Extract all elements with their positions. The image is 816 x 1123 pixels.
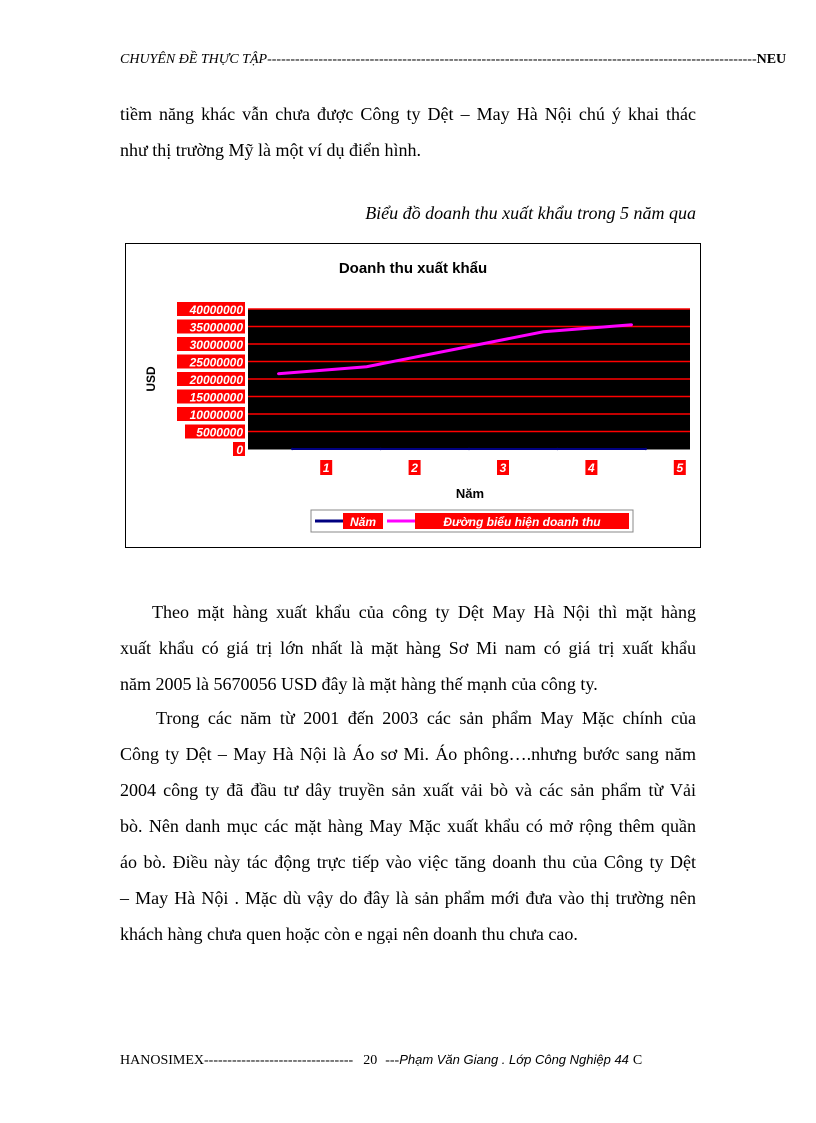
- chart-title: Doanh thu xuất khẩu: [338, 260, 488, 277]
- y-tick-label: 0: [236, 443, 243, 457]
- x-tick-label: 3: [499, 461, 507, 475]
- x-axis-label: Năm: [455, 486, 485, 501]
- text-line: bò. Nên danh mục các mặt hàng May Mặc xuất khẩu có mở rộng thêm quần: [120, 816, 696, 836]
- header-title: CHUYÊN ĐỀ THỰC TẬP: [120, 52, 268, 67]
- x-tick-label: 4: [588, 461, 595, 475]
- data-point: [365, 366, 367, 368]
- x-tick-label: 1: [322, 461, 330, 475]
- data-point: [645, 448, 647, 450]
- x-tick-label: 2: [411, 461, 418, 475]
- paragraph-2: [120, 700, 696, 952]
- text-line: 2004 công ty đã đầu tư dây truyền sản xuất vải bò và các sản phẩm từ Vải: [120, 780, 696, 800]
- legend-label-nam: Năm: [349, 515, 377, 529]
- y-tick-label: 40000000: [189, 303, 243, 317]
- data-point: [542, 331, 544, 333]
- text-line: tiềm năng khác vẫn chưa được Công ty Dệt – May Hà Nội chú ý khai thác: [120, 104, 696, 124]
- text-line: áo bò. Điều này tác động trực tiếp vào việc tăng doanh thu của Công ty Dệt: [120, 852, 696, 872]
- paragraph-1: [120, 594, 696, 702]
- footer-suffix: C: [632, 1053, 643, 1068]
- data-point: [291, 448, 293, 450]
- text-line: Theo mặt hàng xuất khẩu của công ty Dệt May Hà Nội thì mặt hàng: [152, 602, 696, 622]
- text-line: – May Hà Nội . Mặc dù vậy do đây là sản phẩm mới đưa vào thị trường nên: [120, 888, 696, 908]
- text-line: khách hàng chưa quen hoặc còn e ngại nên doanh thu chưa cao.: [120, 924, 578, 944]
- footer-author: Phạm Văn Giang . Lớp Công Nghiệp 44: [399, 1052, 629, 1067]
- data-point: [277, 373, 279, 375]
- text-line: Công ty Dệt – May Hà Nội là Áo sơ Mi. Áo phông….nhưng bước sang năm: [120, 744, 696, 764]
- page-header: [120, 52, 787, 68]
- chart-caption: Biểu đồ doanh thu xuất khẩu trong 5 năm qua: [365, 203, 696, 223]
- chart-container: [125, 243, 701, 548]
- line-chart: [126, 244, 700, 547]
- data-point: [454, 348, 456, 350]
- intro-paragraph: [120, 96, 696, 168]
- x-tick-label: 5: [676, 461, 684, 475]
- legend-label-doanhthu: Đường biểu hiện doanh thu: [443, 515, 601, 529]
- y-tick-label: 20000000: [189, 373, 243, 387]
- text-line: năm 2005 là 5670056 USD đây là mặt hàng thế mạnh của công ty.: [120, 674, 598, 694]
- data-point: [379, 448, 381, 450]
- text-line: như thị trường Mỹ là một ví dụ điển hình.: [120, 140, 422, 160]
- y-tick-label: 30000000: [189, 338, 243, 352]
- y-tick-label: 15000000: [189, 390, 243, 405]
- text-line: xuất khẩu có giá trị lớn nhất là mặt hàng Sơ Mi nam có giá trị xuất khẩu: [120, 638, 696, 658]
- page-number: 20: [363, 1053, 378, 1068]
- footer-dashes: --------------------------------: [204, 1053, 354, 1068]
- y-tick-label: 10000000: [189, 408, 243, 422]
- y-axis-label: USD: [144, 366, 158, 392]
- header-dashes: ---------------------------------------------------------------------------------------------------------: [267, 52, 757, 67]
- data-point: [556, 448, 558, 450]
- y-tick-label: 35000000: [189, 320, 243, 335]
- header-school: NEU: [756, 52, 787, 67]
- footer-company: HANOSIMEX: [120, 1053, 204, 1068]
- page-footer: [120, 1052, 696, 1069]
- data-point: [468, 448, 470, 450]
- text-line: Trong các năm từ 2001 đến 2003 các sản phẩm May Mặc chính của: [156, 708, 696, 728]
- footer-dashes-2: ---: [385, 1053, 400, 1068]
- data-point: [631, 324, 633, 326]
- y-tick-label: 25000000: [189, 355, 243, 370]
- y-tick-label: 5000000: [196, 425, 243, 440]
